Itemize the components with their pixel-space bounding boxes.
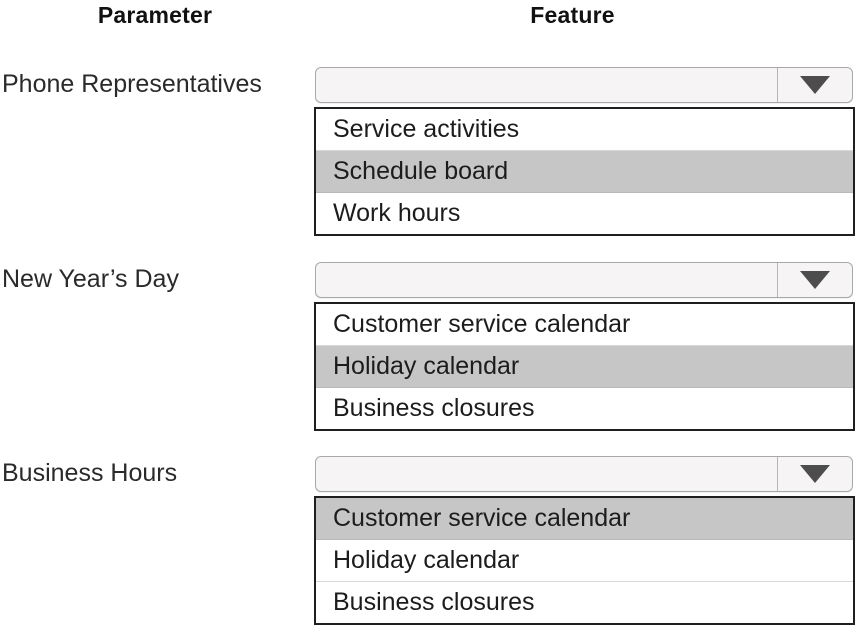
feature-dropdown-phone-representatives[interactable] (315, 67, 853, 103)
feature-dropdown-new-years-day[interactable] (315, 262, 853, 298)
dropdown-options-list (314, 302, 855, 431)
option-customer-service-calendar[interactable]: Customer service calendar (316, 498, 853, 540)
dropdown-arrow-button[interactable] (777, 68, 852, 102)
dropdown-arrow-button[interactable] (777, 263, 852, 297)
option-holiday-calendar[interactable]: Holiday calendar (316, 346, 853, 388)
option-customer-service-calendar[interactable]: Customer service calendar (316, 304, 853, 346)
option-business-closures[interactable]: Business closures (316, 582, 853, 623)
dropdown-options-list (314, 496, 855, 625)
dropdown-options-list (314, 107, 855, 236)
dropdown-value (316, 263, 777, 297)
parameter-label-new-years-day: New Year’s Day (2, 265, 179, 293)
column-header-parameter: Parameter (97, 2, 213, 28)
dropdown-value (316, 68, 777, 102)
parameter-label-phone-representatives: Phone Representatives (2, 70, 262, 98)
dropdown-value (316, 457, 777, 491)
dropdown-arrow-button[interactable] (777, 457, 852, 491)
option-service-activities[interactable]: Service activities (316, 109, 853, 151)
feature-dropdown-business-hours[interactable] (315, 456, 853, 492)
parameter-label-business-hours: Business Hours (2, 459, 178, 487)
option-holiday-calendar[interactable]: Holiday calendar (316, 540, 853, 582)
option-schedule-board[interactable]: Schedule board (316, 151, 853, 193)
chevron-down-icon (800, 465, 830, 483)
option-work-hours[interactable]: Work hours (316, 193, 853, 234)
option-business-closures[interactable]: Business closures (316, 388, 853, 429)
chevron-down-icon (800, 271, 830, 289)
column-header-feature: Feature (530, 2, 615, 28)
chevron-down-icon (800, 76, 830, 94)
